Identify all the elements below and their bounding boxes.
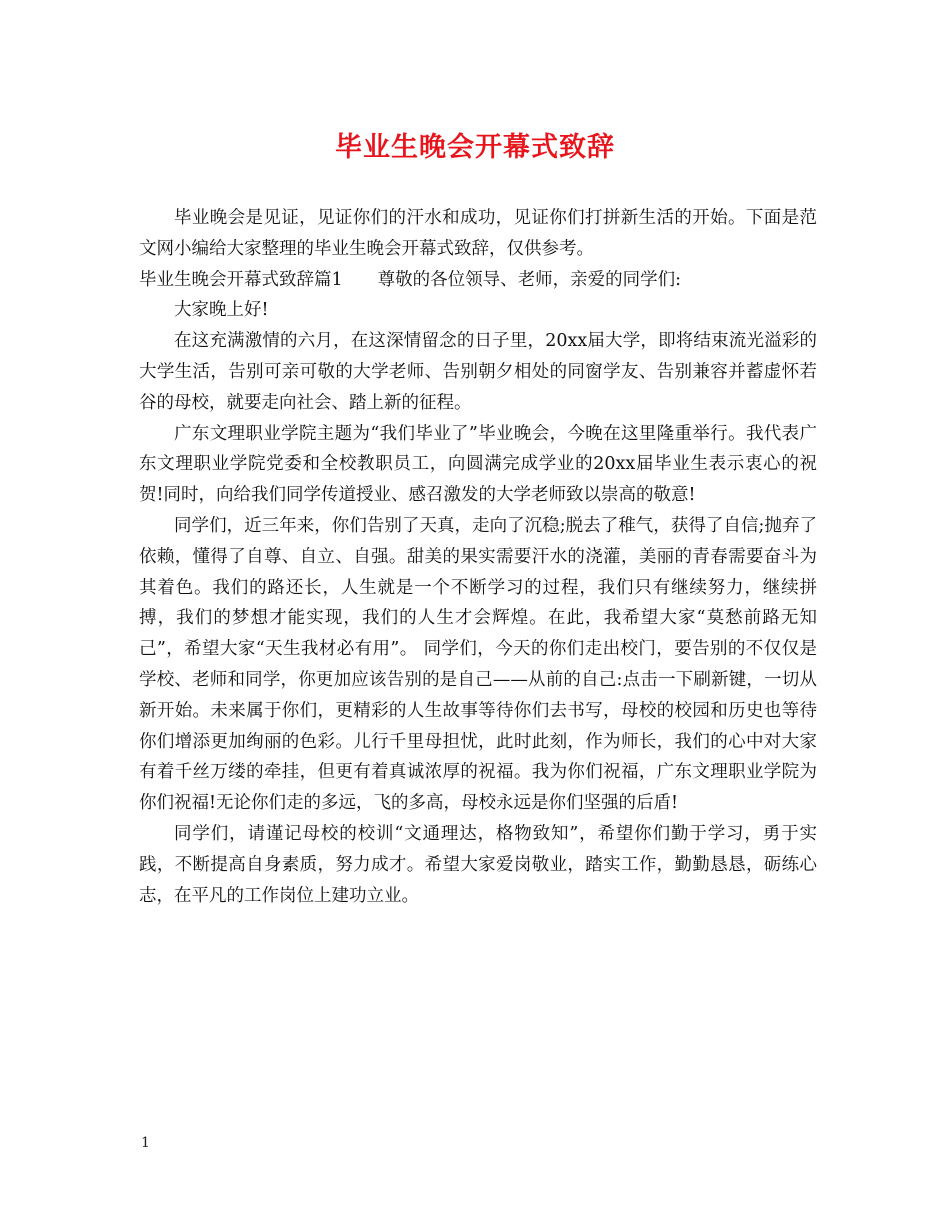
greeting-paragraph: 大家晚上好! <box>174 300 269 321</box>
document-body <box>139 203 817 911</box>
body-paragraph: 广东文理职业学院主题为“我们毕业了”毕业晚会，今晚在这里隆重举行。我代表广东文理职业学院党委和全校教职员工，向圆满完成学业的20xx届毕业生表示衷心的祝贺!同时，向给我们同学传道授业、感召激发的大学老师致以崇高的敬意! <box>139 423 817 506</box>
body-paragraph: 同学们，请谨记母校的校训“文通理达，格物致知”，希望你们勤于学习，勇于实践，不断提高自身素质，努力成才。希望大家爱岗敬业，踏实工作，勤勤恳恳，砺练心志，在平凡的工作岗位上建功立业。 <box>139 823 817 906</box>
body-paragraph: 在这充满激情的六月，在这深情留念的日子里，20xx届大学，即将结束流光溢彩的大学生活，告别可亲可敬的大学老师、告别朝夕相处的同窗学友、告别兼容并蓄虚怀若谷的母校，就要走向社会、踏上新的征程。 <box>139 331 817 413</box>
section-heading-salutation: 毕业生晚会开幕式致辞篇1 尊敬的各位领导、老师，亲爱的同学们: <box>139 269 682 290</box>
document-title: 毕业生晚会开幕式致辞 <box>335 132 615 163</box>
intro-paragraph: 毕业晚会是见证，见证你们的汗水和成功，见证你们打拼新生活的开始。下面是范文网小编给大家整理的毕业生晚会开幕式致辞，仅供参考。 <box>139 208 817 259</box>
page-number: 1 <box>141 1135 150 1151</box>
body-paragraph: 同学们，近三年来，你们告别了天真，走向了沉稳;脱去了稚气，获得了自信;抛弃了依赖，懂得了自尊、自立、自强。甜美的果实需要汗水的浇灌，美丽的青春需要奋斗为其着色。我们的路还长，人生就是一个不断学习的过程，我们只有继续努力，继续拼搏，我们的梦想才能实现，我们的人生才会辉煌。在此，我希望大家“莫愁前路无知己”，希望大家“天生我材必有用”。 同学们，今天的你们走出校门，要告别的不仅仅是学校、老师和同学，你更加应该告别的是自己——从前的自己:点击一下刷新键，一切从新开始。未来属于你们，更精彩的人生故事等待你们去书写，母校的校园和历史也等待你们增添更加绚丽的色彩。儿行千里母担忧，此时此刻，作为师长，我们的心中对大家有着千丝万缕的牵挂，但更有着真诚浓厚的祝福。我为你们祝福，广东文理职业学院为你们祝福!无论你们走的多远，飞的多高，母校永远是你们坚强的后盾! <box>139 515 817 814</box>
